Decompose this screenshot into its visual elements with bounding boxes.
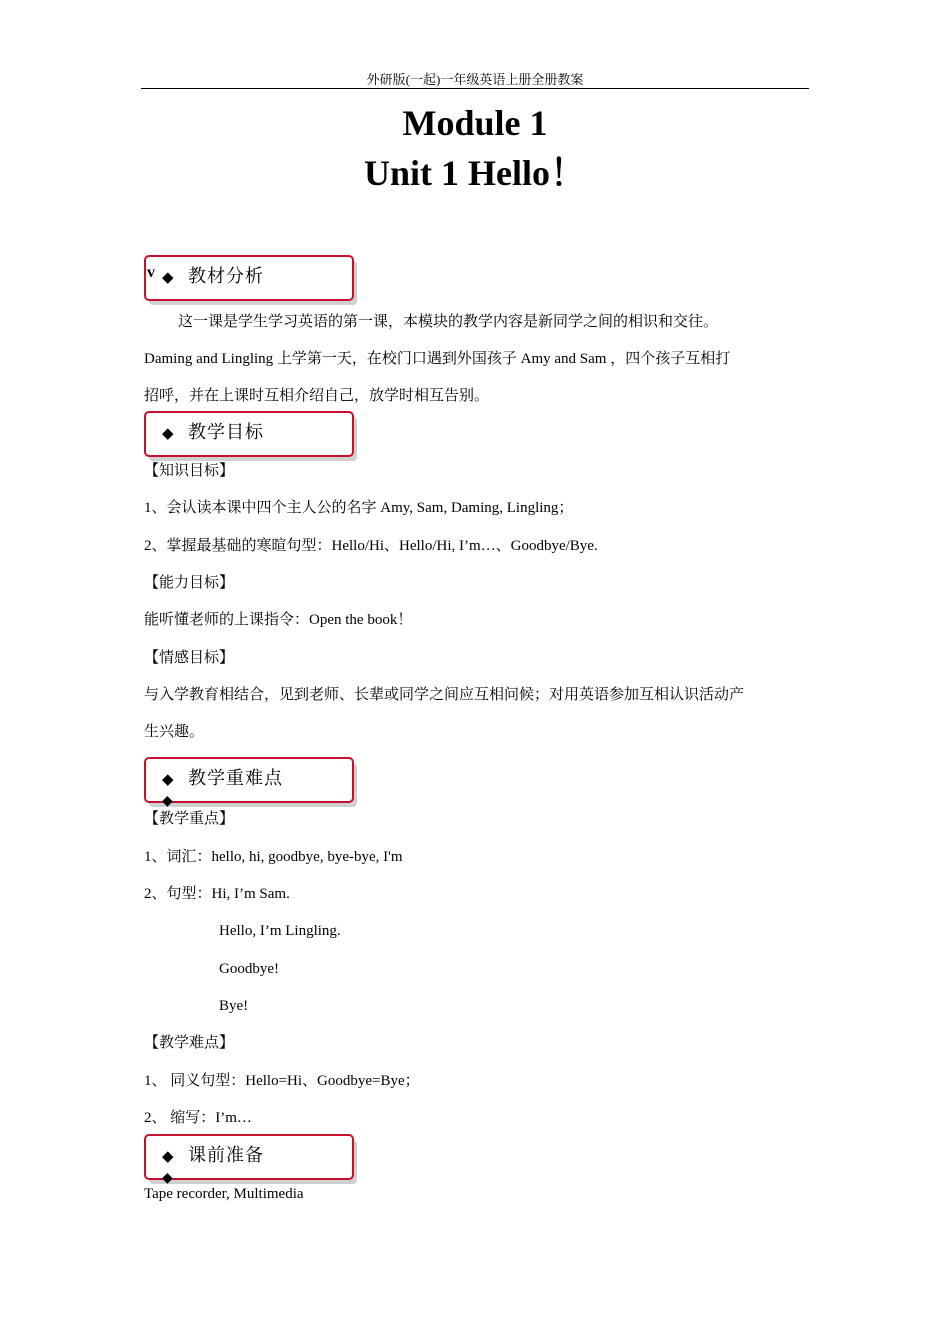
paragraph-line: 招呼，并在上课时互相介绍自己，放学时相互告别。 (144, 388, 490, 404)
section-box-teaching-goals (144, 411, 354, 457)
paragraph-line: 与入学教育相结合，见到老师、长辈或同学之间应互相问候；对用英语参加互相认识活动产 (144, 687, 745, 703)
diamond-bullet-icon: ◆ (162, 424, 174, 442)
list-item: Goodbye! (219, 961, 279, 977)
subheading: 【知识目标】 (144, 463, 235, 479)
section-box-preparation (144, 1134, 354, 1186)
list-item: 2、掌握最基础的寒暄句型：Hello/Hi、Hello/Hi, I’m…、Goodbye/Bye. (144, 538, 598, 554)
section-heading: 课前准备 (188, 1145, 264, 1166)
diamond-bullet-icon: ◆ (162, 1170, 173, 1186)
list-item: 2、句型：Hi, I’m Sam. (144, 886, 290, 902)
diamond-bullet-icon: ◆ (162, 268, 174, 286)
header-rule (141, 88, 809, 89)
list-item: 1、 同义句型：Hello=Hi、Goodbye=Bye； (144, 1073, 420, 1089)
subheading: 【能力目标】 (144, 575, 235, 591)
subheading: 【情感目标】 (144, 650, 235, 666)
diamond-bullet-icon: ◆ (162, 793, 173, 809)
section-box-key-points (144, 757, 354, 809)
diamond-bullet-icon: ◆ (162, 770, 174, 788)
list-item: 2、 缩写：I’m… (144, 1110, 252, 1126)
list-item: 能听懂老师的上课指令：Open the book！ (144, 612, 413, 628)
list-item: 1、会认读本课中四个主人公的名字 Amy, Sam, Daming, Lingling； (144, 500, 574, 516)
unit-title: Unit 1 Hello！ (364, 153, 586, 193)
section-heading: 教学重难点 (188, 768, 283, 789)
paragraph-line: Tape recorder, Multimedia (144, 1186, 304, 1202)
list-item: 1、词汇：hello, hi, goodbye, bye-bye, I'm (144, 849, 403, 865)
running-header: 外研版(一起)一年级英语上册全册教案 (366, 72, 584, 87)
section-box-textbook-analysis (144, 255, 354, 301)
check-mark: v (147, 264, 155, 281)
diamond-bullet-icon: ◆ (162, 1147, 174, 1165)
list-item: Bye! (219, 998, 249, 1014)
subheading: 【教学重点】 (144, 811, 235, 827)
paragraph-line: Daming and Lingling 上学第一天，在校门口遇到外国孩子 Amy and Sam ，四个孩子互相打 (144, 351, 731, 367)
section-heading: 教学目标 (188, 422, 264, 443)
paragraph-line: 这一课是学生学习英语的第一课，本模块的教学内容是新同学之间的相识和交往。 (178, 314, 719, 330)
list-item: Hello, I’m Lingling. (219, 923, 341, 939)
subheading: 【教学难点】 (144, 1035, 235, 1051)
module-title: Module 1 (402, 103, 548, 143)
section-heading: 教材分析 (188, 266, 264, 287)
paragraph-line: 生兴趣。 (144, 724, 205, 740)
